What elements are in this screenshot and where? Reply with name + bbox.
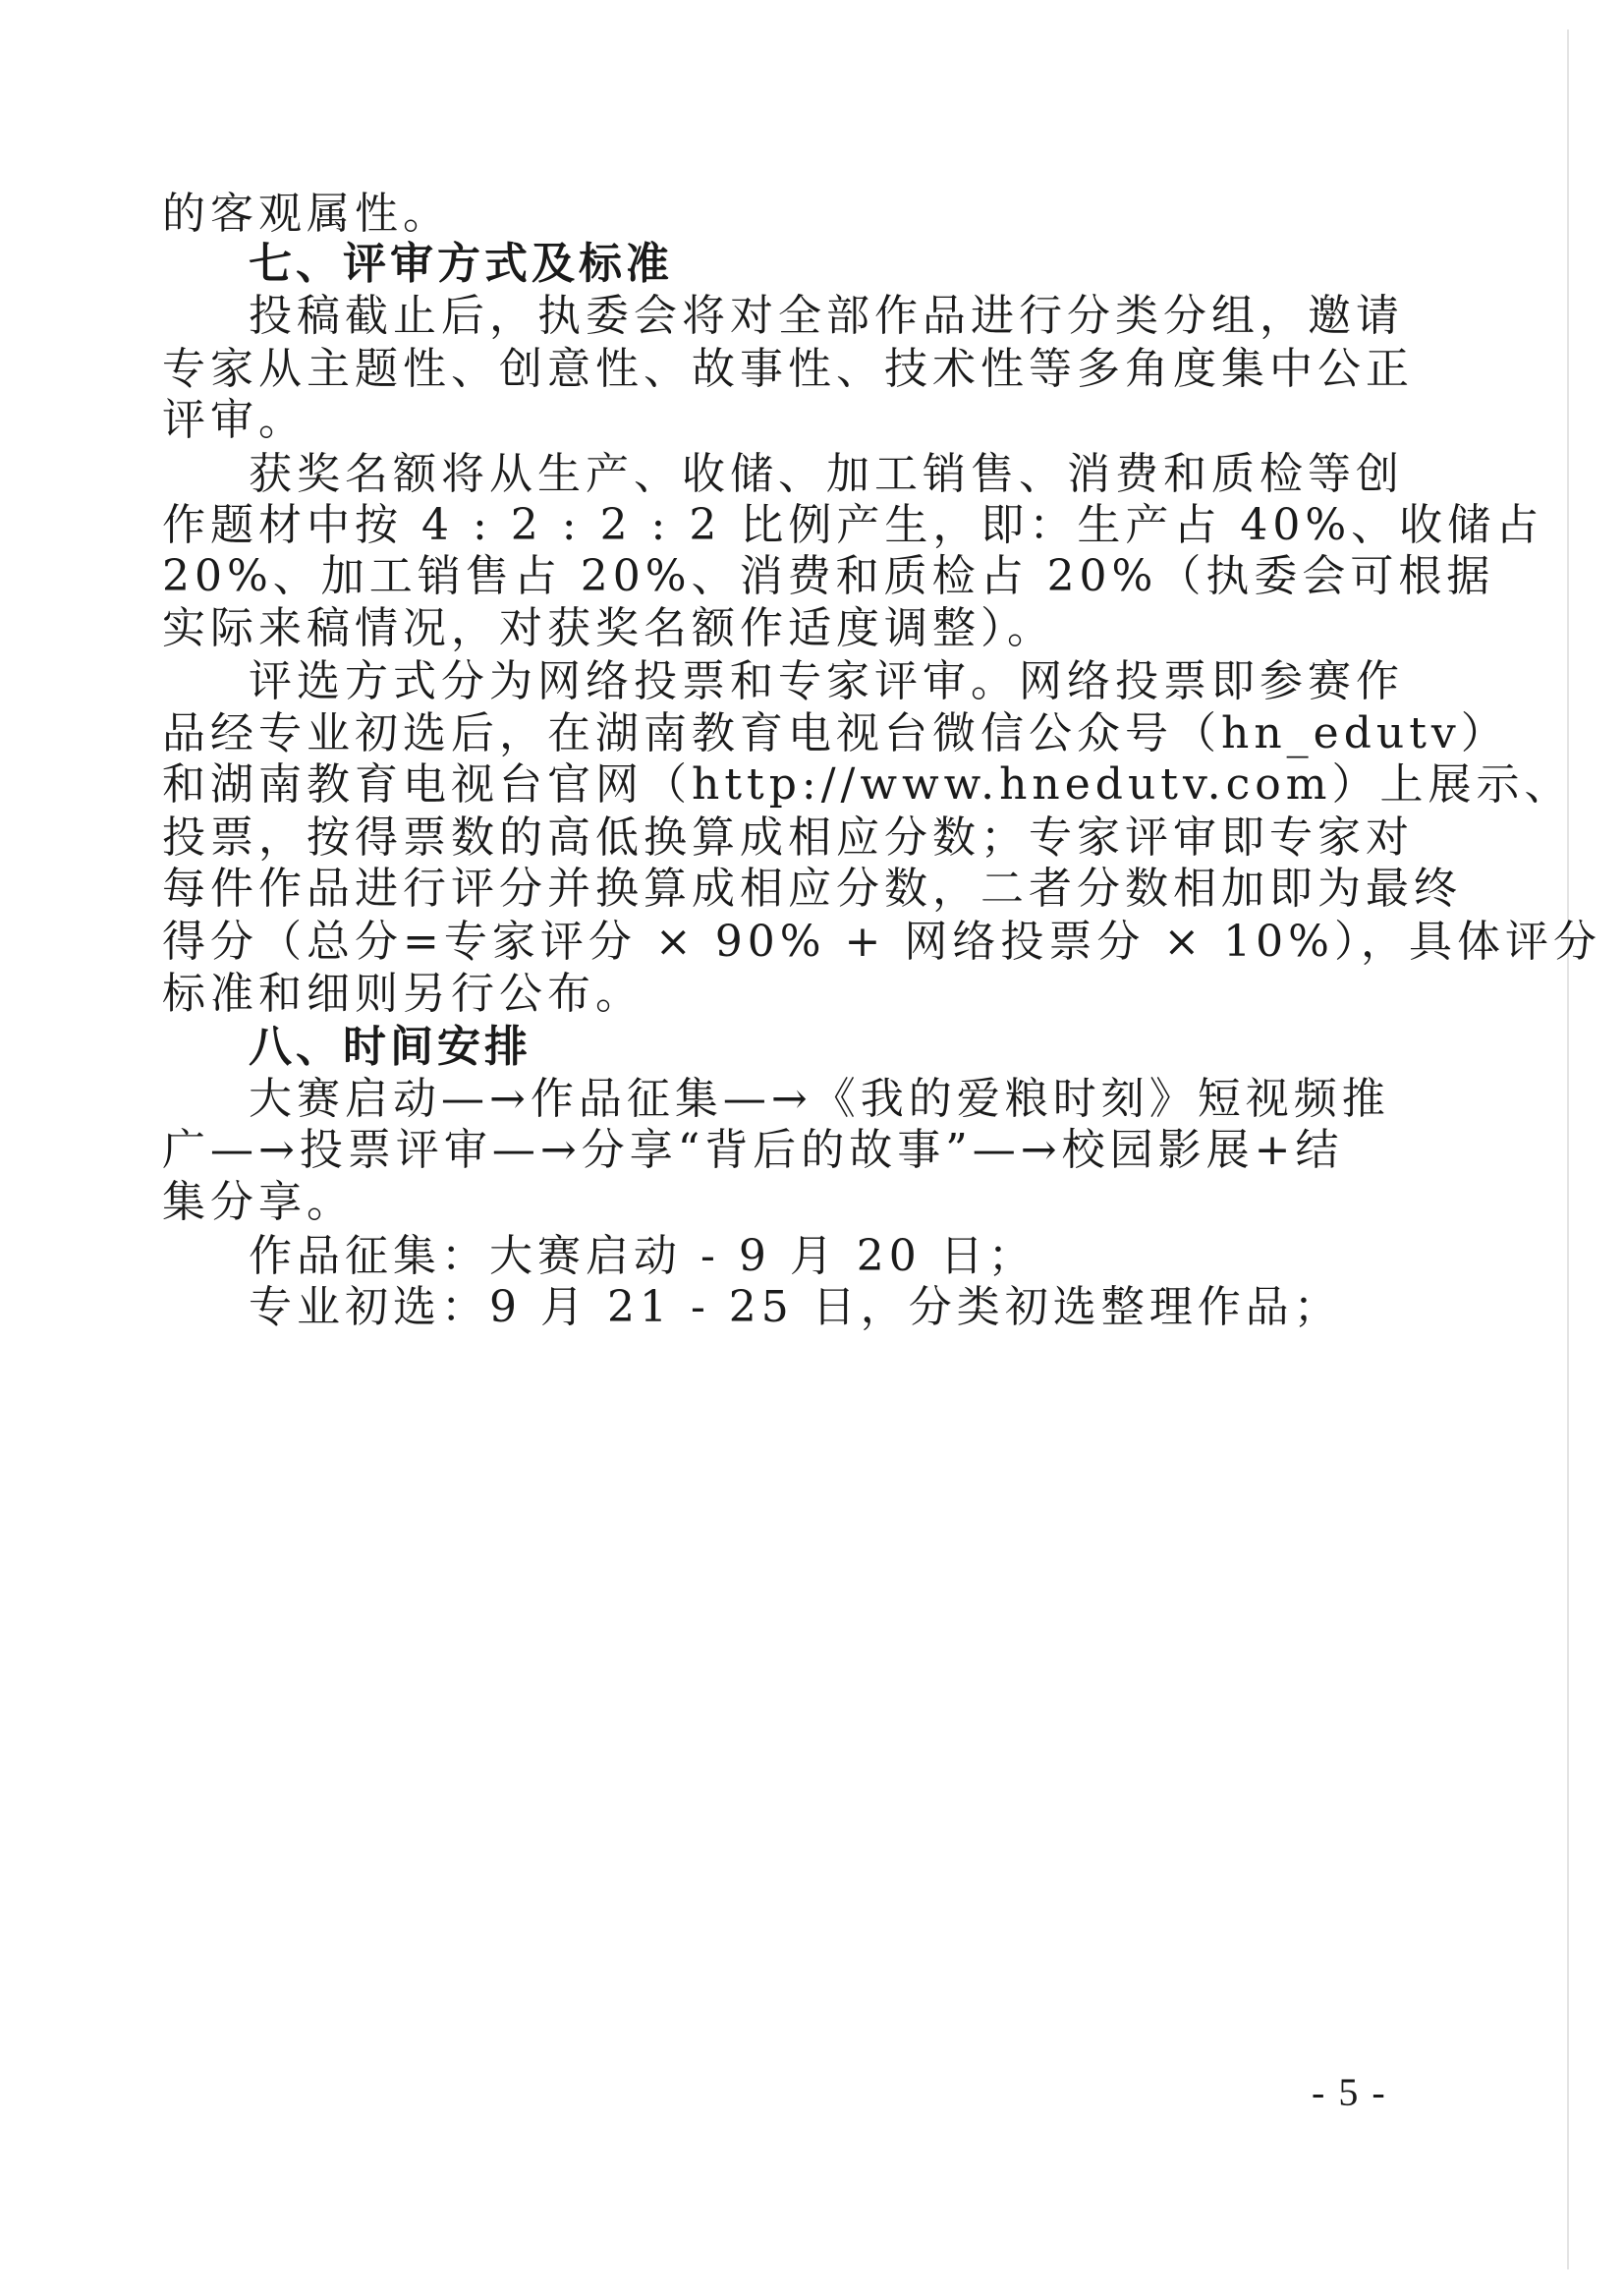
- text-line: 每件作品进行评分并换算成相应分数，二者分数相加即为最终: [162, 864, 1462, 914]
- text-line: 的客观属性。: [162, 189, 451, 239]
- page-number: - 5 -: [1312, 2070, 1387, 2114]
- text-line: 投票，按得票数的高低换算成相应分数；专家评审即专家对: [162, 812, 1414, 863]
- text-line: 20%、加工销售占 20%、消费和质检占 20%（执委会可根据: [162, 551, 1495, 601]
- text-line: 评审。: [162, 395, 307, 445]
- text-line: 专家从主题性、创意性、故事性、技术性等多角度集中公正: [162, 344, 1414, 394]
- text-line: 品经专业初选后，在湖南教育电视台微信公众号（hn_edutv）: [162, 708, 1509, 758]
- text-line: 标准和细则另行公布。: [162, 969, 644, 1019]
- section-heading-7: 七、评审方式及标准: [249, 239, 673, 289]
- text-line: 和湖南教育电视台官网（http://www.hnedutv.com）上展示、: [162, 759, 1573, 810]
- text-line: 专业初选：9 月 21 - 25 日，分类初选整理作品；: [249, 1282, 1342, 1332]
- section-heading-8: 八、时间安排: [249, 1022, 532, 1072]
- page-edge-shadow: [1567, 29, 1569, 2269]
- text-line: 作品征集：大赛启动 - 9 月 20 日；: [249, 1231, 1036, 1281]
- text-line: 得分（总分=专家评分 × 90% + 网络投票分 × 10%），具体评分: [162, 917, 1601, 967]
- text-line: 广—→投票评审—→分享“背后的故事”—→校园影展+结: [162, 1125, 1344, 1175]
- text-line: 获奖名额将从生产、收储、加工销售、消费和质检等创: [249, 449, 1404, 499]
- text-line: 评选方式分为网络投票和专家评审。网络投票即参赛作: [249, 656, 1404, 706]
- text-line: 作题材中按 4 : 2 : 2 : 2 比例产生，即：生产占 40%、收储占: [162, 500, 1544, 550]
- text-line: 实际来稿情况，对获奖名额作适度调整）。: [162, 603, 1055, 653]
- text-line: 投稿截止后，执委会将对全部作品进行分类分组，邀请: [249, 291, 1404, 341]
- text-line: 大赛启动—→作品征集—→《我的爱粮时刻》短视频推: [249, 1074, 1390, 1124]
- text-line: 集分享。: [162, 1177, 355, 1227]
